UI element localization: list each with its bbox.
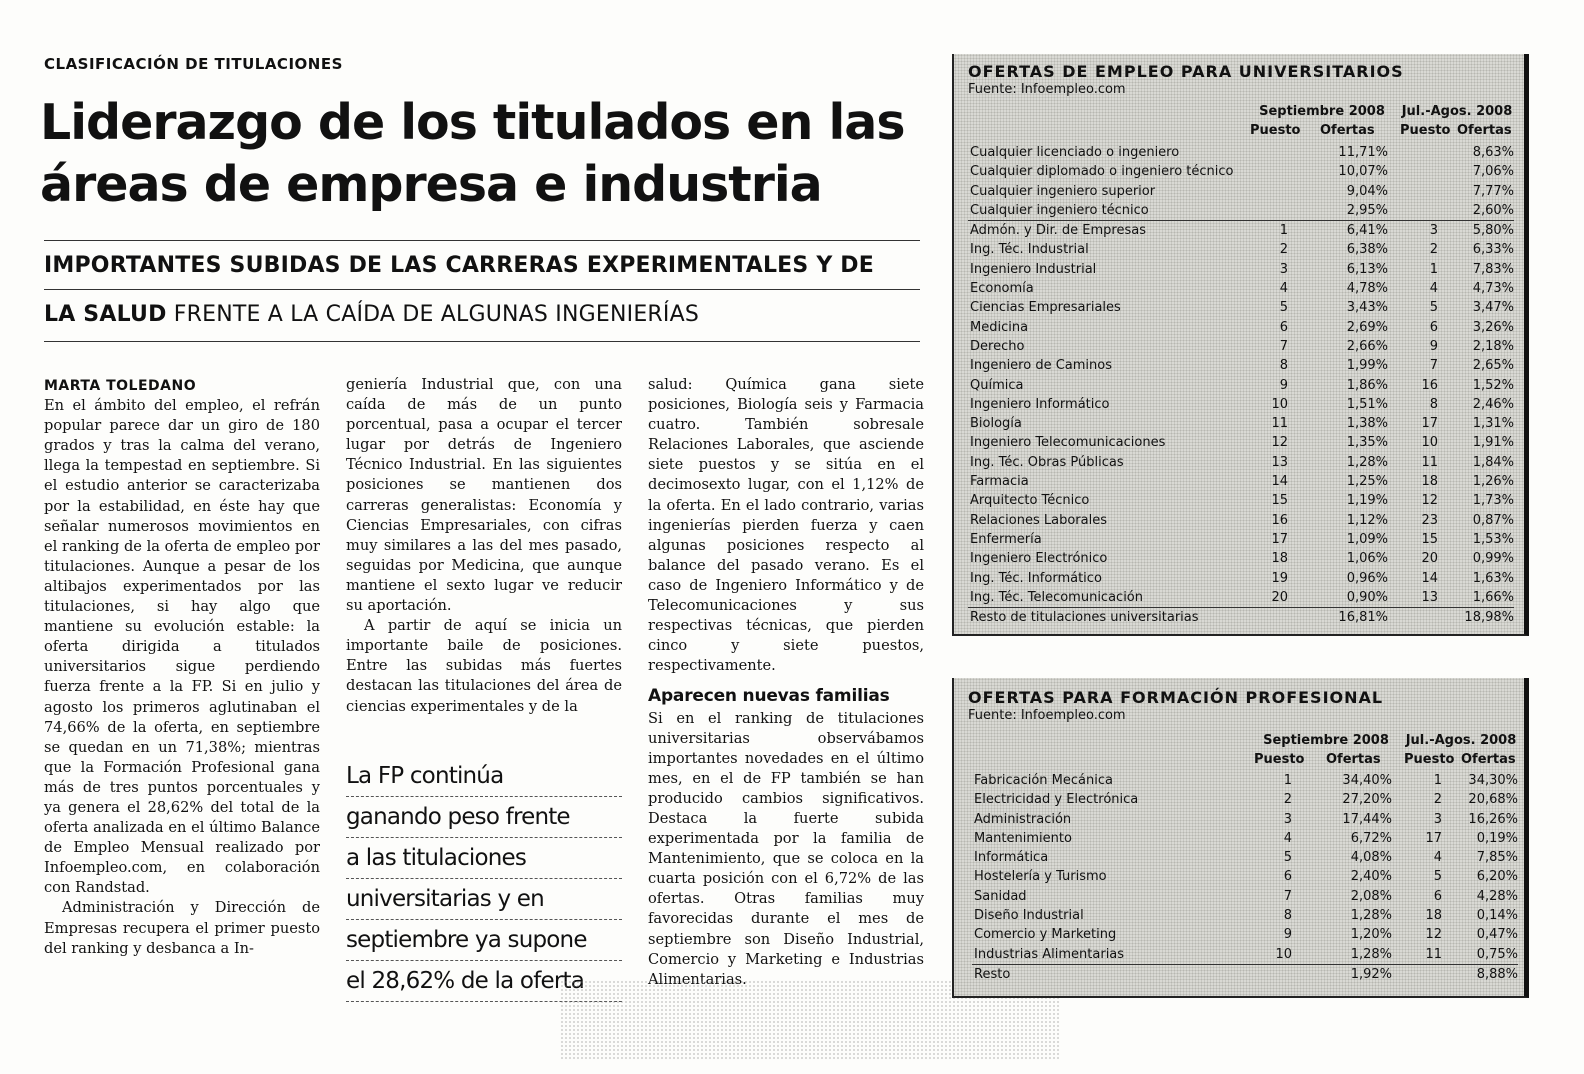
row-label: Ingeniero de Caminos	[970, 358, 1112, 374]
table-row	[968, 511, 1514, 530]
share-julaug: 0,75%	[1476, 946, 1518, 962]
rank-sep: 12	[1271, 435, 1288, 451]
rank-julaug: 15	[1421, 531, 1438, 547]
table-row	[968, 453, 1514, 472]
rank-julaug	[1388, 182, 1438, 201]
paragraph: A partir de aquí se inicia un importante baile de posiciones. Entre las subidas más fuertes destacan las titulaciones del área de ciencias experimentales y de la	[346, 617, 622, 715]
rank-sep: 3	[1283, 811, 1292, 827]
kicker: CLASIFICACIÓN DE TITULACIONES	[44, 55, 343, 73]
row-label: Electricidad y Electrónica	[974, 792, 1139, 808]
table-row	[968, 376, 1514, 395]
subtitle-line-1	[44, 253, 920, 278]
share-julaug: 8,63%	[1472, 145, 1514, 160]
rank-julaug: 12	[1421, 493, 1438, 509]
table-row	[972, 790, 1518, 809]
row-label: Ing. Téc. Telecomunicación	[970, 589, 1143, 605]
share-julaug: 1,52%	[1472, 377, 1514, 393]
table-row	[968, 298, 1514, 317]
share-julaug: 1,84%	[1472, 454, 1514, 470]
rank-sep: 14	[1271, 474, 1288, 490]
table-row	[968, 201, 1514, 221]
share-julaug: 1,53%	[1472, 531, 1514, 547]
row-label: Admón. y Dir. de Empresas	[968, 221, 1258, 241]
rank-julaug	[1388, 201, 1438, 221]
paragraph: salud: Química gana siete posiciones, Biología seis y Farmacia cuatro. También sobresale Relaciones Laborales, que asciende siete puestos y se sitúa en el decimosexto lugar, con el 1,12% de la oferta. En el lado contrario, varias ingenierías pierden fuerza y caen algunas posiciones respecto al balance del pasado verano. Es el caso de Ingeniero Informático y de Telecomunicaciones y sus respectivas técnicas, que pierden cinco y siete puestos, respectivamente.	[648, 376, 924, 675]
table-row	[968, 433, 1514, 452]
table-row	[968, 221, 1514, 241]
rank-sep: 2	[1283, 792, 1292, 808]
share-julaug: 34,30%	[1468, 773, 1518, 788]
rank-julaug: 12	[1425, 927, 1442, 943]
row-label: Economía	[970, 281, 1034, 297]
row-label: Ingeniero Industrial	[970, 261, 1097, 277]
row-label: Farmacia	[970, 474, 1029, 490]
share-julaug: 0,47%	[1476, 927, 1518, 943]
table-row	[972, 848, 1518, 867]
share-sep: 1,51%	[1346, 396, 1388, 412]
rank-julaug: 14	[1421, 570, 1438, 586]
column-group-header: Jul.-Agos. 2008	[1405, 733, 1517, 748]
paragraph: Si en el ranking de titulaciones universitarias observábamos importantes novedades en el último mes, en el de FP también se han producido cambios significativos. Destaca la fuerte subida experimentada por la familia de Mantenimiento, que se coloca en la cuarta posición con el 6,72% de las ofertas. Otras familias muy favorecidas durante el mes de septiembre son Diseño Industrial, Comercio y Marketing e Industrias Alimentarias.	[648, 709, 924, 988]
table-row	[968, 472, 1514, 491]
rank-sep: 9	[1279, 377, 1288, 393]
rank-julaug: 2	[1433, 792, 1442, 808]
rank-sep: 4	[1279, 281, 1288, 297]
row-label: Derecho	[970, 338, 1025, 354]
divider	[44, 240, 920, 241]
rank-julaug: 3	[1388, 221, 1438, 241]
rank-sep: 10	[1271, 396, 1288, 412]
rank-julaug: 17	[1425, 830, 1442, 846]
rank-sep: 8	[1279, 358, 1288, 374]
subtitle-line-2	[44, 302, 920, 327]
rank-sep: 13	[1271, 454, 1288, 470]
share-sep: 6,41%	[1288, 221, 1388, 241]
rank-julaug: 2	[1429, 242, 1438, 258]
pull-quote-line: La FP continúa	[346, 756, 622, 797]
share-julaug: 0,19%	[1476, 830, 1518, 846]
rank-sep	[1258, 162, 1288, 181]
table-row	[972, 810, 1518, 829]
pull-quote-line: a las titulaciones	[346, 838, 622, 879]
table-row	[968, 260, 1514, 279]
table-row	[968, 356, 1514, 375]
share-sep: 1,25%	[1346, 474, 1388, 490]
share-julaug: 3,47%	[1472, 300, 1514, 316]
row-label: Ingeniero Telecomunicaciones	[970, 435, 1166, 451]
share-julaug: 6,20%	[1476, 869, 1518, 885]
rank-julaug: 10	[1421, 435, 1438, 451]
rank-julaug	[1392, 964, 1442, 984]
share-sep: 4,78%	[1346, 281, 1388, 297]
share-sep: 1,92%	[1292, 964, 1392, 984]
share-sep: 1,19%	[1346, 493, 1388, 509]
rank-julaug: 11	[1421, 454, 1438, 470]
byline: MARTA TOLEDANO	[44, 378, 197, 394]
rank-sep: 7	[1283, 888, 1292, 904]
share-julaug: 7,06%	[1472, 164, 1514, 180]
rank-sep: 18	[1271, 551, 1288, 567]
column-header: Ofertas	[1457, 123, 1512, 138]
share-julaug: 2,65%	[1472, 358, 1514, 374]
share-sep: 27,20%	[1342, 792, 1392, 808]
divider	[44, 341, 920, 342]
paragraph: En el ámbito del empleo, el refrán popular parece dar un giro de 180 grados y tras la calma del verano, llega la tempestad en septiembre. Si el estudio anterior se caracterizaba por la estabilidad, en éste hay que señalar numerosos movimientos en el ranking de la oferta de empleo por titulaciones. Aunque a pesar de los altibajos experimentados por las titulaciones, si hay algo que mantiene su evolución estable: la oferta dirigida a titulados universitarios sigue perdiendo fuerza frente a la FP. Si en julio y agosto los primeros aglutinaban el 74,66% de la oferta, en septiembre se quedan en un 71,38%; mientras que la Formación Profesional gana más de tres puntos porcentuales y ya genera el 28,62% del total de la oferta analizada en el último Balance de Empleo Mensual realizado por Infoempleo.com, en colaboración con Randstad.	[44, 397, 320, 897]
rank-julaug: 3	[1433, 811, 1442, 827]
row-label: Mantenimiento	[974, 830, 1072, 846]
rank-julaug	[1388, 162, 1438, 181]
share-sep: 1,86%	[1346, 377, 1388, 393]
rank-sep: 19	[1271, 570, 1288, 586]
share-julaug: 4,73%	[1472, 281, 1514, 297]
share-sep: 0,90%	[1346, 589, 1388, 605]
rank-julaug: 6	[1433, 888, 1442, 904]
rank-sep: 6	[1283, 869, 1292, 885]
share-julaug: 2,46%	[1472, 396, 1514, 412]
rank-julaug: 20	[1421, 551, 1438, 567]
share-julaug: 0,14%	[1476, 908, 1518, 924]
paragraph: Administración y Dirección de Empresas recupera el primer puesto del ranking y desbanca a In-	[44, 899, 320, 957]
rank-sep: 2	[1279, 242, 1288, 258]
rank-sep	[1258, 608, 1288, 628]
table-row	[968, 395, 1514, 414]
row-label: Resto	[972, 964, 1262, 984]
share-julaug: 1,31%	[1472, 416, 1514, 432]
share-sep: 1,28%	[1346, 454, 1388, 470]
table-row	[968, 182, 1514, 201]
row-label: Química	[970, 377, 1024, 393]
rank-julaug: 1	[1433, 773, 1442, 788]
rank-sep: 11	[1271, 416, 1288, 432]
row-label: Ingeniero Electrónico	[970, 551, 1108, 567]
row-label: Informática	[974, 850, 1049, 866]
row-label: Administración	[974, 811, 1072, 827]
share-sep: 6,13%	[1346, 261, 1388, 277]
row-label: Fabricación Mecánica	[974, 773, 1113, 788]
row-label: Arquitecto Técnico	[970, 493, 1090, 509]
table-row	[972, 964, 1518, 984]
table-row	[972, 945, 1518, 965]
subtitle-bold: LA SALUD	[44, 302, 167, 327]
rank-sep: 5	[1283, 850, 1292, 866]
column-header: Ofertas	[1320, 123, 1375, 138]
share-sep: 17,44%	[1342, 811, 1392, 827]
table-row	[968, 549, 1514, 568]
table-row	[972, 925, 1518, 944]
subtitle-text: IMPORTANTES SUBIDAS DE LAS CARRERAS EXPERIMENTALES Y DE	[44, 253, 874, 278]
rank-julaug: 1	[1429, 261, 1438, 277]
column-group-header: Septiembre 2008	[1263, 733, 1389, 748]
column-header: Puesto	[1250, 123, 1301, 138]
rank-julaug: 5	[1429, 300, 1438, 316]
rank-sep: 1	[1283, 773, 1292, 788]
rank-sep: 16	[1271, 512, 1288, 528]
row-label: Relaciones Laborales	[970, 512, 1107, 528]
pull-quote-line: el 28,62% de la oferta	[346, 961, 622, 1002]
rank-julaug: 18	[1425, 908, 1442, 924]
row-label: Cualquier licenciado o ingeniero	[970, 145, 1180, 160]
row-label: Ing. Téc. Industrial	[970, 242, 1089, 258]
rank-julaug: 4	[1433, 850, 1442, 866]
pull-quote-line: septiembre ya supone	[346, 920, 622, 961]
rank-julaug	[1388, 608, 1438, 628]
share-julaug: 16,26%	[1468, 811, 1518, 827]
share-sep: 3,43%	[1346, 300, 1388, 316]
share-julaug: 4,28%	[1476, 888, 1518, 904]
row-label: Ing. Téc. Obras Públicas	[970, 454, 1124, 470]
share-julaug: 7,83%	[1472, 261, 1514, 277]
rank-julaug: 18	[1421, 474, 1438, 490]
table-row	[968, 337, 1514, 356]
rank-julaug: 6	[1429, 319, 1438, 335]
row-label: Cualquier ingeniero técnico	[970, 202, 1149, 218]
table-row	[968, 569, 1514, 588]
share-sep: 2,95%	[1346, 202, 1388, 218]
table-row	[972, 771, 1518, 790]
rank-julaug: 11	[1425, 946, 1442, 962]
data-table	[968, 143, 1514, 627]
table-row	[972, 887, 1518, 906]
share-sep: 16,81%	[1288, 608, 1388, 628]
share-sep: 1,12%	[1346, 512, 1388, 528]
share-sep: 10,07%	[1338, 164, 1388, 180]
data-table	[972, 771, 1518, 984]
row-label: Biología	[970, 416, 1022, 432]
rank-sep: 17	[1271, 531, 1288, 547]
share-sep: 1,09%	[1346, 531, 1388, 547]
share-julaug: 6,33%	[1472, 242, 1514, 258]
share-julaug: 1,91%	[1472, 435, 1514, 451]
rank-sep: 5	[1279, 300, 1288, 316]
share-sep: 9,04%	[1346, 183, 1388, 199]
share-sep: 2,08%	[1350, 888, 1392, 904]
subheading: Aparecen nuevas familias	[648, 686, 890, 707]
column-header: Puesto	[1254, 752, 1305, 767]
row-label: Industrias Alimentarias	[974, 946, 1125, 962]
rank-julaug: 7	[1429, 358, 1438, 374]
table-row	[968, 279, 1514, 298]
column-header: Puesto	[1404, 752, 1455, 767]
share-julaug: 1,26%	[1472, 474, 1514, 490]
share-sep: 1,35%	[1346, 435, 1388, 451]
share-julaug: 20,68%	[1468, 792, 1518, 808]
share-sep: 1,99%	[1346, 358, 1388, 374]
row-label: Ciencias Empresariales	[970, 300, 1121, 316]
table-row	[968, 588, 1514, 608]
share-sep: 11,71%	[1338, 145, 1388, 160]
rank-sep: 10	[1275, 946, 1292, 962]
share-julaug: 0,99%	[1472, 551, 1514, 567]
headline-line: Liderazgo de los titulados en las	[40, 94, 905, 151]
column-header: Ofertas	[1461, 752, 1516, 767]
table-row	[972, 867, 1518, 886]
rank-sep	[1258, 182, 1288, 201]
rank-julaug: 16	[1421, 377, 1438, 393]
headline	[40, 92, 920, 216]
table-title: OFERTAS DE EMPLEO PARA UNIVERSITARIOS	[968, 62, 1404, 81]
rank-julaug: 9	[1429, 338, 1438, 354]
rank-sep: 1	[1258, 221, 1288, 241]
rank-sep	[1258, 143, 1288, 162]
row-label: Sanidad	[974, 888, 1027, 904]
share-julaug: 2,60%	[1472, 202, 1514, 218]
share-julaug: 1,63%	[1472, 570, 1514, 586]
share-julaug: 1,73%	[1472, 493, 1514, 509]
share-julaug: 18,98%	[1438, 608, 1514, 628]
pull-quote	[346, 756, 622, 1002]
pull-quote-line: universitarias y en	[346, 879, 622, 920]
share-julaug: 7,77%	[1472, 183, 1514, 199]
table-row	[972, 829, 1518, 848]
table-row	[968, 608, 1514, 628]
table-row	[968, 143, 1514, 162]
share-julaug: 0,87%	[1472, 512, 1514, 528]
rank-sep	[1262, 964, 1292, 984]
article-column-2	[346, 375, 622, 717]
rank-julaug	[1388, 143, 1438, 162]
table-row	[968, 491, 1514, 510]
rank-sep: 9	[1283, 927, 1292, 943]
row-label: Medicina	[970, 319, 1029, 335]
share-julaug: 1,66%	[1472, 589, 1514, 605]
subtitle-rest: FRENTE A LA CAÍDA DE ALGUNAS INGENIERÍAS	[173, 302, 700, 327]
rank-sep: 4	[1283, 830, 1292, 846]
share-julaug: 7,85%	[1476, 850, 1518, 866]
share-sep: 1,28%	[1350, 946, 1392, 962]
row-label: Cualquier diplomado o ingeniero técnico	[970, 164, 1234, 180]
share-sep: 0,96%	[1346, 570, 1388, 586]
rank-julaug: 4	[1429, 281, 1438, 297]
rank-julaug: 23	[1421, 512, 1438, 528]
row-label: Ingeniero Informático	[970, 396, 1110, 412]
table-source: Fuente: Infoempleo.com	[968, 708, 1126, 723]
table-row	[968, 162, 1514, 181]
table-title: OFERTAS PARA FORMACIÓN PROFESIONAL	[968, 688, 1384, 707]
rank-julaug: 13	[1421, 589, 1438, 605]
headline-line: áreas de empresa e industria	[40, 156, 822, 213]
share-sep: 6,38%	[1346, 242, 1388, 258]
article-column-1	[44, 376, 320, 959]
row-label: Resto de titulaciones universitarias	[968, 608, 1258, 628]
rank-julaug: 8	[1429, 396, 1438, 412]
table-row	[968, 414, 1514, 433]
share-julaug: 2,18%	[1472, 338, 1514, 354]
table-source: Fuente: Infoempleo.com	[968, 82, 1126, 97]
column-header: Ofertas	[1326, 752, 1381, 767]
share-sep: 6,72%	[1350, 830, 1392, 846]
paragraph: geniería Industrial que, con una caída de más de un punto porcentual, pasa a ocupar el tercer lugar por detrás de Ingeniero Técnico Industrial. En las siguientes posiciones se mantienen dos carreras generalistas: Economía y Ciencias Empresariales, con cifras muy similares a las del mes pasado, seguidas por Medicina, que aunque mantiene el sexto lugar ve reducir su aportación.	[346, 376, 622, 615]
column-header: Puesto	[1400, 123, 1451, 138]
column-group-header: Septiembre 2008	[1259, 104, 1385, 119]
rank-sep: 6	[1279, 319, 1288, 335]
table-row	[968, 240, 1514, 259]
share-julaug: 5,80%	[1438, 221, 1514, 241]
share-sep: 2,69%	[1346, 319, 1388, 335]
rank-sep: 7	[1279, 338, 1288, 354]
column-group-header: Jul.-Agos. 2008	[1401, 104, 1513, 119]
table-row	[968, 318, 1514, 337]
table-row	[972, 906, 1518, 925]
table-row	[968, 530, 1514, 549]
share-julaug: 3,26%	[1472, 319, 1514, 335]
rank-sep	[1258, 201, 1288, 221]
rank-sep: 8	[1283, 908, 1292, 924]
share-sep: 2,66%	[1346, 338, 1388, 354]
share-sep: 4,08%	[1350, 850, 1392, 866]
rank-sep: 3	[1279, 261, 1288, 277]
row-label: Diseño Industrial	[974, 908, 1084, 924]
rank-julaug: 17	[1421, 416, 1438, 432]
share-sep: 1,06%	[1346, 551, 1388, 567]
article-column-3	[648, 375, 924, 990]
rank-sep: 15	[1271, 493, 1288, 509]
row-label: Enfermería	[970, 531, 1042, 547]
rank-sep: 20	[1271, 589, 1288, 605]
rank-julaug: 5	[1433, 869, 1442, 885]
share-sep: 34,40%	[1342, 773, 1392, 788]
share-sep: 1,38%	[1346, 416, 1388, 432]
share-sep: 1,20%	[1350, 927, 1392, 943]
divider	[44, 289, 920, 290]
share-sep: 1,28%	[1350, 908, 1392, 924]
table-university-offers	[952, 54, 1529, 636]
row-label: Cualquier ingeniero superior	[970, 183, 1156, 199]
pull-quote-line: ganando peso frente	[346, 797, 622, 838]
row-label: Hostelería y Turismo	[974, 869, 1107, 885]
row-label: Comercio y Marketing	[974, 927, 1117, 943]
share-sep: 2,40%	[1350, 869, 1392, 885]
share-julaug: 8,88%	[1442, 964, 1518, 984]
row-label: Ing. Téc. Informático	[970, 570, 1102, 586]
table-fp-offers	[952, 678, 1529, 998]
